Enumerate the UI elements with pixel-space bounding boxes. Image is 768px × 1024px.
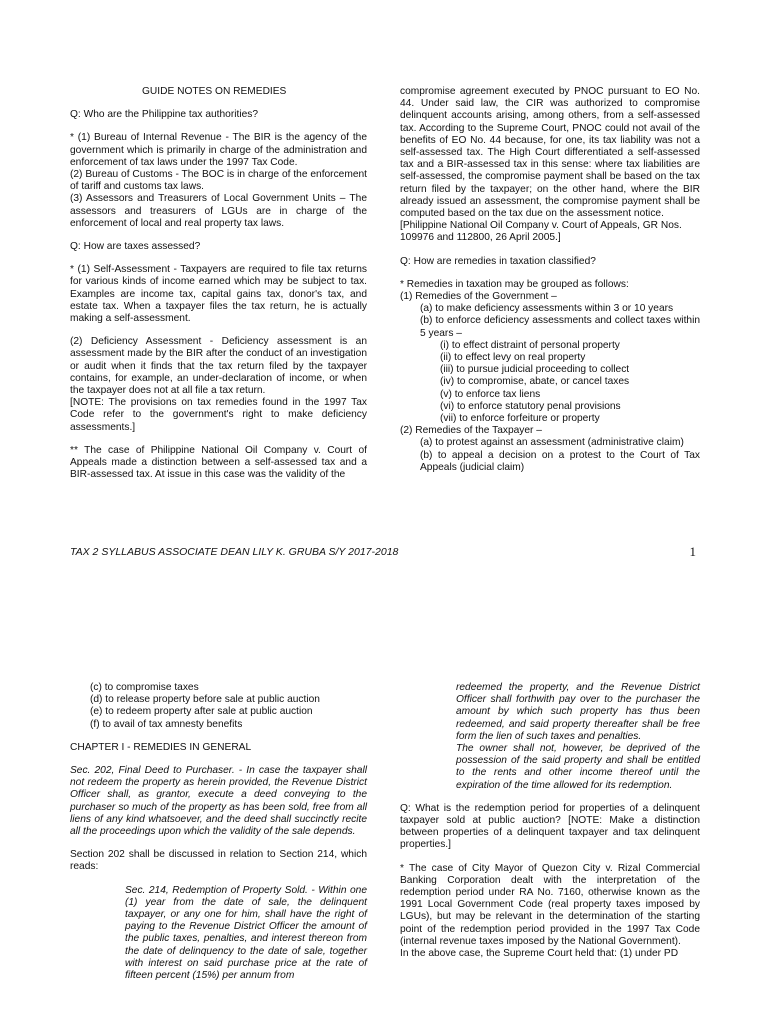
paragraph: * The case of City Mayor of Quezon City v. Rizal Commercial Banking Corporation dealt with the interpretation of the redemption period under RA No. 7160, otherwise known as the 1991 Local Government Code (real property taxes imposed by LGUs), but may be relevant in the determination of the starting point of the redemption period provided in the 1997 Tax Code (internal revenue taxes imposed by the National Government).: [400, 862, 700, 947]
paragraph: CHAPTER I - REMEDIES IN GENERAL: [70, 741, 252, 753]
paragraph: [Philippine National Oil Company v. Court of Appeals, GR Nos. 109976 and 112800, 26 April 2005.]: [400, 220, 682, 244]
paragraph: Sec. 214, Redemption of Property Sold. - Within one (1) year from the date of sale, the delinquent taxpayer, or any one for him, shall have the right of paying to the Revenue District Officer the amount of the public taxes, penalties, and interest thereon from the date of delinquency to the date of sale, together with interest on said purchase price at the rate of fifteen percent (15%) per annum from: [125, 884, 367, 982]
page-footer: [70, 546, 696, 560]
paragraph: (ii) to effect levy on real property: [440, 352, 586, 364]
paragraph: (2) Deficiency Assessment - Deficiency assessment is an assessment made by the BIR after the conduct of an investigation or audit when it finds that the tax return filed by the taxpayer contains, for example, an under-declaration of income, or when the taxpayer does not at all file a tax return.: [70, 336, 367, 397]
page2-left-column: [70, 682, 367, 982]
paragraph: Q: What is the redemption period for properties of a delinquent taxpayer sold at public auction? [NOTE: Make a distinction between properties of a delinquent taxpayer and tax delinquent properties.]: [400, 802, 700, 851]
paragraph-spacer: [70, 121, 367, 132]
paragraph: (1) Remedies of the Government –: [400, 291, 557, 303]
paragraph: The owner shall not, however, be deprived of the possession of the said property and shall be entitled to the rents and other income thereof until the expiration of the time allowed for its redemption.: [456, 743, 700, 791]
paragraph: GUIDE NOTES ON REMEDIES: [142, 86, 287, 97]
paragraph: In the above case, the Supreme Court held that: (1) under PD: [400, 948, 679, 960]
paragraph: (vii) to enforce forfeiture or property: [440, 413, 600, 425]
paragraph: (b) to enforce deficiency assessments and collect taxes within 5 years –: [420, 315, 700, 339]
paragraph: (2) Remedies of the Taxpayer –: [400, 425, 542, 437]
paragraph: redeemed the property, and the Revenue District Officer shall forthwith pay over to the purchaser the amount by which such property has thus been redeemed, and said property thereafter shall be free form the lien of such taxes and penalties.: [456, 682, 700, 742]
paragraph: (e) to redeem property after sale at public auction: [90, 706, 313, 718]
paragraph: (vi) to enforce statutory penal provisions: [440, 400, 621, 412]
paragraph: (v) to enforce tax liens: [440, 388, 541, 400]
paragraph: * Remedies in taxation may be grouped as follows:: [400, 278, 629, 290]
paragraph: (b) to appeal a decision on a protest to the Court of Tax Appeals (judicial claim): [420, 449, 700, 473]
paragraph: Q: How are remedies in taxation classified?: [400, 255, 596, 267]
paragraph-spacer: [70, 754, 367, 765]
paragraph-spacer: [70, 230, 367, 241]
paragraph: (iv) to compromise, abate, or cancel taxes: [440, 376, 630, 388]
paragraph: (a) to protest against an assessment (administrative claim): [420, 437, 684, 449]
paragraph: Sec. 202, Final Deed to Purchaser. - In case the taxpayer shall not redeem the property as herein provided, the Revenue District Officer shall, as grantor, execute a deed conveying to the purchaser so much of the property as has been sold, free from all liens of any kind whatsoever, and the deed shall succinctly recite all the proceedings upon which the validity of the sale depends.: [70, 765, 367, 838]
paragraph-spacer: [70, 98, 367, 109]
paragraph: (d) to release property before sale at public auction: [90, 694, 320, 706]
paragraph: Q: Who are the Philippine tax authorities?: [70, 109, 259, 121]
paragraph: ** The case of Philippine National Oil Company v. Court of Appeals made a distinction between a self-assessed tax and a BIR-assessed tax. At issue in this case was the validity of the: [70, 444, 367, 481]
page-number: 1: [689, 544, 696, 559]
paragraph: (2) Bureau of Customs - The BOC is in charge of the enforcement of tariff and customs tax laws.: [70, 169, 367, 193]
paragraph: * (1) Bureau of Internal Revenue - The BIR is the agency of the government which is primarily in charge of the administration and enforcement of tax laws under the 1997 Tax Code.: [70, 132, 367, 168]
paragraph: Q: How are taxes assessed?: [70, 241, 201, 253]
paragraph-spacer: [70, 731, 367, 742]
page1-left-column: [70, 86, 367, 481]
paragraph-spacer: [70, 838, 367, 849]
paragraph: compromise agreement executed by PNOC pursuant to EO No. 44. Under said law, the CIR was authorized to compromise delinquent accounts arising, among others, from a self-assessed tax. According to the Supreme Court, PNOC could not avail of the benefits of EO No. 44 because, for one, its tax liability was not a self-assessed tax. The High Court differentiated a self-assessed tax and a BIR-assessed tax in this sense: where tax liabilities are self-assessed, the compromise payment shall be based on the tax return filed by the taxpayer; on the other hand, where the BIR already issued an assessment, the compromise payment shall be computed based on the tax due on the assessment notice.: [400, 86, 700, 220]
paragraph: (c) to compromise taxes: [90, 682, 199, 693]
paragraph: (a) to make deficiency assessments within 3 or 10 years: [420, 303, 674, 315]
paragraph: (i) to effect distraint of personal property: [440, 339, 620, 351]
paragraph-spacer: [70, 434, 367, 445]
paragraph: (f) to avail of tax amnesty benefits: [90, 718, 243, 730]
page2-right-column: [400, 682, 700, 960]
paragraph-spacer: [400, 792, 700, 803]
paragraph: [NOTE: The provisions on tax remedies found in the 1997 Tax Code refer to the government's right to make deficiency assessments.]: [70, 397, 367, 433]
paragraph: * (1) Self-Assessment - Taxpayers are required to file tax returns for various kinds of income earned which may be subject to tax. Examples are income tax, capital gains tax, donor's tax, and estate tax. When a taxpayer files the tax return, he is actually making a self-assessment.: [70, 264, 367, 325]
paragraph: (3) Assessors and Treasurers of Local Government Units – The assessors and treasurers of LGUs are in charge of the enforcement of local and real property tax laws.: [70, 193, 367, 229]
paragraph-spacer: [70, 253, 367, 264]
page1-right-column: [400, 86, 700, 474]
paragraph: (iii) to pursue judicial proceeding to collect: [440, 364, 630, 376]
paragraph-spacer: [70, 325, 367, 336]
paragraph: Section 202 shall be discussed in relation to Section 214, which reads:: [70, 849, 367, 873]
footer-course-title: TAX 2 SYLLABUS ASSOCIATE DEAN LILY K. GRUBA S/Y 2017-2018: [70, 546, 399, 558]
paragraph-spacer: [400, 268, 700, 279]
paragraph-spacer: [70, 874, 367, 885]
paragraph-spacer: [400, 852, 700, 863]
paragraph-spacer: [400, 245, 700, 256]
